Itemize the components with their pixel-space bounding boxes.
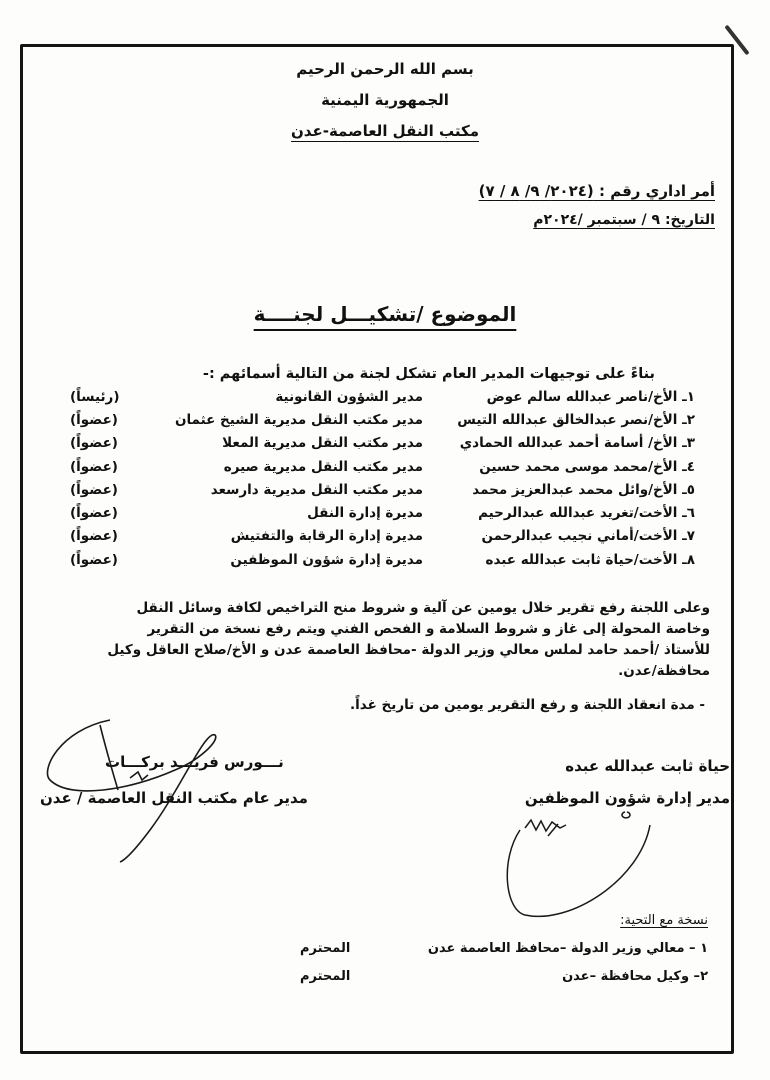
subject-heading: الموضوع /تشكيـــل لجنــــة: [253, 302, 517, 326]
member-position: مديرة إدارة الرقابة والتفتيش: [230, 528, 423, 545]
signatory-left-title: مدير عام مكتب النقل العاصمة / عدن: [40, 789, 308, 807]
member-name: ٣ـ الأخ/ أسامة أحمد عبدالله الحمادي: [459, 435, 695, 452]
intro-line: بناءً على توجيهات المدير العام تشكل لجنة من التالية أسمائهم :-: [202, 366, 655, 382]
member-position: مدير مكتب النقل مديرية دارسعد: [210, 481, 423, 498]
member-name: ١ـ الأخ/ناصر عبدالله سالم عوض: [486, 388, 695, 405]
order-number-label: أمر اداري رقم :: [598, 182, 715, 200]
member-position: مديرة إدارة النقل: [307, 505, 423, 522]
member-role: (رئيساً): [70, 388, 120, 405]
copies-title: نسخة مع التحية:: [620, 913, 708, 928]
member-position: مدير مكتب النقل مديرية المعلا: [222, 435, 423, 452]
office-name: مكتب النقل العاصمة-عدن: [291, 122, 479, 140]
member-position: مدير مكتب النقل مديرية صيره: [223, 458, 423, 475]
copy-recipient: ١ – معالي وزير الدولة –محافظ العاصمة عدن: [427, 941, 708, 956]
signatory-right-title: مدير إدارة شؤون الموظفين: [524, 789, 730, 807]
order-number-value: (٢٠٢٤/ ٩/ ٨ / ٧): [478, 182, 594, 200]
member-name: ٨ـ الأخت/حياة ثابت عبدالله عبده: [485, 551, 695, 568]
copy-item: [300, 969, 708, 984]
duration-note: - مدة انعقاد اللجنة و رفع التقرير يومين من تاريخ غداً.: [350, 697, 705, 713]
member-position: مدير مكتب النقل مديرية الشيخ عثمان: [174, 411, 423, 428]
signatory-right-name: حياة ثابت عبدالله عبده: [565, 757, 730, 775]
member-role: (عضواً): [70, 411, 118, 428]
copy-recipient: ٢– وكيل محافظة –عدن: [562, 969, 708, 984]
member-position: مدير الشؤون القانونية: [275, 388, 423, 405]
order-date-value: ٩ / سبتمبر /٢٠٢٤م: [533, 212, 661, 228]
member-role: (عضواً): [70, 481, 118, 498]
member-role: (عضواً): [70, 458, 118, 475]
country-name: الجمهورية اليمنية: [321, 91, 449, 109]
copy-honorific: المحترم: [300, 941, 351, 956]
body-line: للأستاذ /أحمد حامد لملس معالي وزير الدولة -محافظ العاصمة عدن و الأخ/صلاح العاقل وكيل: [107, 642, 710, 658]
member-name: ٥ـ الأخ/وائل محمد عبدالعزيز محمد: [472, 481, 695, 498]
signature-left: [48, 720, 216, 862]
body-line: وخاصة المحولة إلى غاز و شروط السلامة و الفحص الفني ويتم رفع نسخة من التقرير: [147, 621, 710, 637]
member-name: ٧ـ الأخت/أماني نجيب عبدالرحمن: [481, 528, 695, 545]
member-role: (عضواً): [70, 551, 118, 568]
order-date-label: التاريخ:: [664, 212, 715, 228]
copy-item: [300, 941, 708, 956]
basmala: بسم الله الرحمن الرحيم: [296, 60, 474, 78]
member-role: (عضواً): [70, 505, 118, 522]
member-role: (عضواً): [70, 435, 118, 452]
signatory-left-name: نـــورس فريـــد بركـــات: [105, 753, 284, 771]
member-position: مديرة إدارة شؤون الموظفين: [230, 551, 423, 568]
member-name: ٦ـ الأخت/تغريد عبدالله عبدالرحيم: [478, 505, 695, 522]
signature-right: [507, 812, 650, 916]
member-name: ٤ـ الأخ/محمد موسى محمد حسين: [479, 458, 695, 475]
body-line: وعلى اللجنة رفع تقرير خلال يومين عن آلية و شروط منح التراخيص لكافة وسائل النقل: [136, 600, 710, 616]
member-name: ٢ـ الأخ/نصر عبدالخالق عبدالله التيس: [457, 411, 695, 428]
body-line: محافظة/عدن.: [618, 663, 710, 679]
member-role: (عضواً): [70, 528, 118, 545]
copy-honorific: المحترم: [300, 969, 351, 984]
